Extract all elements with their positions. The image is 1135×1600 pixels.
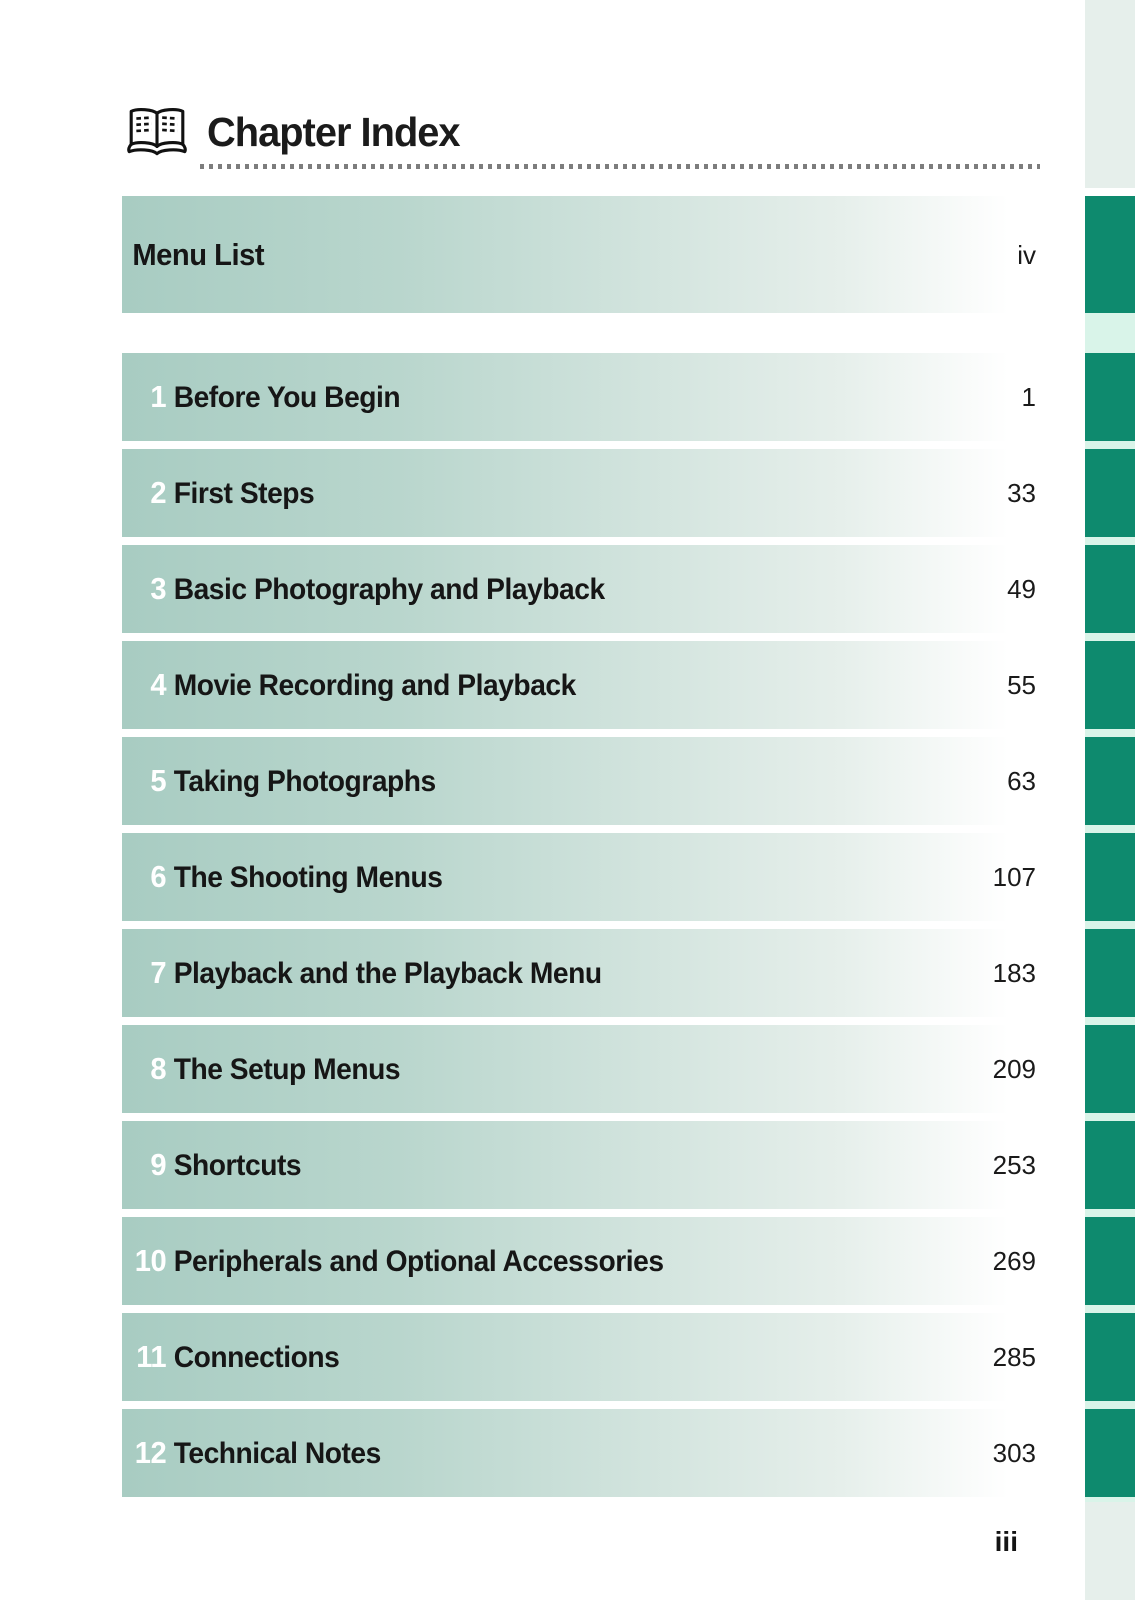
edge-tab-chapter-4 [1085,641,1135,729]
edge-tab-chapter-10 [1085,1217,1135,1305]
chapter-number: 12 [134,1435,167,1470]
edge-tab-chapter-5 [1085,737,1135,825]
toc [122,196,1045,1505]
header-divider [200,164,1040,169]
chapter-page-number: 183 [992,958,1036,988]
toc-row-chapter-8[interactable] [122,1025,1045,1113]
chapter-number: 11 [136,1339,167,1374]
chapter-number: 6 [150,859,167,894]
toc-row-menu-list[interactable] [122,196,1045,313]
toc-row-chapter-4[interactable] [122,641,1045,729]
menu-list-label: Menu List [132,237,265,272]
toc-row-chapter-10[interactable] [122,1217,1045,1305]
chapter-page-number: 33 [1007,478,1036,508]
toc-row-chapter-1[interactable] [122,353,1045,441]
chapter-number: 8 [150,1051,167,1086]
edge-tab-chapter-9 [1085,1121,1135,1209]
edge-tab-chapter-11 [1085,1313,1135,1401]
chapter-title: Taking Photographs [173,765,436,798]
chapter-page-number: 269 [992,1246,1036,1276]
chapter-page-number: 209 [992,1054,1036,1084]
menu-list-page-number: iv [1017,239,1036,270]
chapter-title: Connections [173,1341,340,1374]
edge-tab-strip [1085,196,1135,1502]
edge-tab-chapter-1 [1085,353,1135,441]
chapter-number: 10 [134,1243,167,1278]
open-book-icon [125,104,189,160]
chapter-page-number: 63 [1007,766,1036,796]
chapter-page-number: 1 [1021,382,1036,412]
chapter-page-number: 107 [992,862,1036,892]
edge-tab-chapter-6 [1085,833,1135,921]
edge-block-top [1085,0,1135,188]
page-header [125,104,1040,160]
chapter-title: Shortcuts [173,1149,302,1182]
chapter-page-number: 253 [992,1150,1036,1180]
toc-row-chapter-12[interactable] [122,1409,1045,1497]
chapter-title: Playback and the Playback Menu [173,957,602,990]
chapter-number: 5 [150,763,167,798]
chapter-number: 4 [150,667,167,702]
page-number-footer: iii [994,1526,1018,1557]
toc-row-chapter-9[interactable] [122,1121,1045,1209]
chapter-page-number: 49 [1007,574,1036,604]
chapter-number: 1 [150,379,167,414]
toc-row-chapter-3[interactable] [122,545,1045,633]
edge-tab-menu-list [1085,196,1135,313]
toc-row-chapter-7[interactable] [122,929,1045,1017]
toc-row-chapter-11[interactable] [122,1313,1045,1401]
chapter-title: Technical Notes [173,1437,381,1470]
toc-row-chapter-5[interactable] [122,737,1045,825]
chapter-title: Before You Begin [173,381,401,414]
edge-tab-chapter-12 [1085,1409,1135,1497]
chapter-number: 2 [150,475,167,510]
chapter-title: Basic Photography and Playback [173,573,605,606]
chapter-title: First Steps [173,477,315,510]
chapter-number: 9 [150,1147,167,1182]
chapter-title: Peripherals and Optional Accessories [173,1245,664,1278]
chapter-number: 7 [150,955,167,990]
edge-tab-chapter-8 [1085,1025,1135,1113]
chapter-title: Movie Recording and Playback [173,669,576,702]
chapter-page-number: 285 [992,1342,1036,1372]
chapter-title: The Shooting Menus [173,861,443,894]
toc-row-chapter-6[interactable] [122,833,1045,921]
edge-tab-chapter-2 [1085,449,1135,537]
chapter-title: The Setup Menus [173,1053,401,1086]
edge-tab-chapter-3 [1085,545,1135,633]
edge-tab-chapter-7 [1085,929,1135,1017]
page-title: Chapter Index [207,108,460,155]
chapter-page-number: 303 [992,1438,1036,1468]
edge-block-bottom [1085,1502,1135,1600]
chapter-number: 3 [150,571,167,606]
toc-row-chapter-2[interactable] [122,449,1045,537]
chapter-page-number: 55 [1007,670,1036,700]
